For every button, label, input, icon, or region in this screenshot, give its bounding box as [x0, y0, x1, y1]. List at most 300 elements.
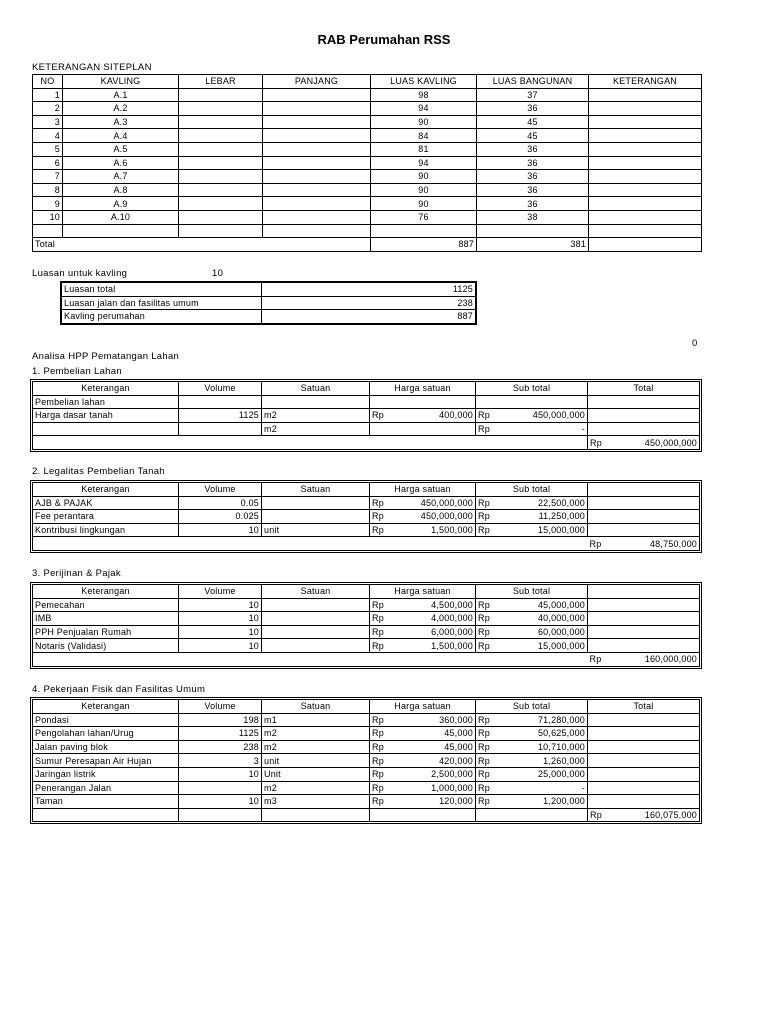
sub-total-value: 10,710,000 — [537, 742, 585, 753]
section1-header-row — [33, 382, 700, 396]
currency: Rp — [372, 755, 384, 766]
table-cell — [179, 88, 263, 102]
col-header: Total — [588, 382, 700, 396]
col-header: PANJANG — [263, 75, 371, 89]
volume-cell — [179, 395, 262, 409]
volume-cell: 3 — [179, 754, 262, 768]
harga-satuan-cell — [370, 510, 476, 524]
table-cell: 90 — [371, 197, 477, 211]
total-cell — [588, 523, 700, 537]
satuan-cell: m2 — [262, 422, 370, 436]
sub-total-cell — [476, 422, 588, 436]
satuan-cell: m2 — [262, 781, 370, 795]
volume-cell: 1125 — [179, 409, 262, 423]
sub-total-value: 1,260,000 — [543, 755, 585, 766]
currency: Rp — [372, 497, 384, 508]
section1-table — [32, 381, 700, 450]
col-header: Volume — [179, 382, 262, 396]
col-header — [588, 483, 700, 497]
sub-total-cell — [476, 409, 588, 423]
harga-satuan-cell — [370, 713, 476, 727]
table-cell: 36 — [477, 183, 589, 197]
table-cell — [589, 88, 702, 102]
harga-satuan-cell — [370, 639, 476, 653]
harga-value: 1,000,000 — [431, 782, 473, 793]
table-cell — [263, 115, 371, 129]
table-row — [33, 210, 702, 224]
harga-value: 1,500,000 — [431, 640, 473, 651]
sub-total-value: - — [581, 424, 585, 435]
table-row — [33, 409, 700, 423]
sub-total-cell — [476, 767, 588, 781]
total-cell — [588, 727, 700, 741]
table-cell: A.4 — [63, 129, 179, 143]
keterangan-cell: Jaringan listrik — [33, 767, 179, 781]
keterangan-cell: AJB & PAJAK — [33, 496, 179, 510]
volume-cell: 10 — [179, 625, 262, 639]
total-luas-bangunan: 381 — [477, 238, 589, 252]
sub-total-cell — [476, 713, 588, 727]
table-cell — [589, 210, 702, 224]
currency: Rp — [478, 511, 490, 522]
luasan-table — [60, 281, 477, 325]
keterangan-cell: Fee perantara — [33, 510, 179, 524]
sub-total-cell — [476, 496, 588, 510]
table-cell: A.6 — [63, 156, 179, 170]
section4-total-row — [33, 808, 700, 822]
harga-satuan-cell — [370, 422, 476, 436]
table-cell — [263, 170, 371, 184]
luasan-label-cell: Luasan jalan dan fasilitas umum — [61, 296, 261, 310]
col-header: Keterangan — [33, 700, 179, 714]
table-cell: 90 — [371, 183, 477, 197]
table-cell: A.1 — [63, 88, 179, 102]
volume-cell: 0.05 — [179, 496, 262, 510]
section3-table — [32, 584, 700, 667]
table-row — [33, 598, 700, 612]
table-cell: 8 — [33, 183, 63, 197]
currency: Rp — [372, 627, 384, 638]
total-cell — [588, 795, 700, 809]
table-cell: 4 — [33, 129, 63, 143]
currency: Rp — [478, 497, 490, 508]
table-row — [33, 754, 700, 768]
volume-cell: 10 — [179, 795, 262, 809]
table-row — [33, 422, 700, 436]
table-cell — [263, 156, 371, 170]
volume-cell: 238 — [179, 740, 262, 754]
table-cell: 3 — [33, 115, 63, 129]
sub-total-value: 60,000,000 — [537, 627, 585, 638]
sub-total-cell — [476, 727, 588, 741]
luasan-label-cell: Luasan total — [61, 282, 261, 296]
harga-value: 450,000,000 — [420, 497, 473, 508]
col-header: Harga satuan — [370, 483, 476, 497]
section1-total: 450,000,000 — [644, 437, 697, 448]
table-row — [33, 639, 700, 653]
section4-table — [32, 699, 700, 822]
table-row — [33, 523, 700, 537]
keterangan-cell: Pembelian lahan — [33, 395, 179, 409]
table-cell — [263, 183, 371, 197]
luasan-value-cell: 238 — [261, 296, 476, 310]
luasan-value-cell: 1125 — [261, 282, 476, 296]
harga-satuan-cell — [370, 754, 476, 768]
harga-value: 360,000 — [439, 714, 473, 725]
harga-value: 1,500,000 — [431, 525, 473, 536]
sub-total-cell — [476, 612, 588, 626]
table-cell — [589, 197, 702, 211]
harga-satuan-cell — [370, 612, 476, 626]
luasan-label-cell: Kavling perumahan — [61, 310, 261, 324]
table-row — [33, 713, 700, 727]
sub-total-cell — [476, 740, 588, 754]
table-row — [33, 88, 702, 102]
currency: Rp — [478, 613, 490, 624]
satuan-cell: unit — [262, 754, 370, 768]
total-cell — [588, 740, 700, 754]
table-cell: 6 — [33, 156, 63, 170]
table-row — [33, 115, 702, 129]
total-cell — [588, 598, 700, 612]
currency: Rp — [478, 796, 490, 807]
siteplan-total-row — [33, 238, 702, 252]
currency: Rp — [372, 796, 384, 807]
section2-total-row — [33, 537, 700, 551]
currency: Rp — [478, 640, 490, 651]
total-cell — [588, 612, 700, 626]
table-row — [33, 142, 702, 156]
table-cell: 76 — [371, 210, 477, 224]
harga-satuan-cell — [370, 767, 476, 781]
volume-cell — [179, 781, 262, 795]
currency: Rp — [478, 769, 490, 780]
volume-cell: 1125 — [179, 727, 262, 741]
satuan-cell: m2 — [262, 727, 370, 741]
harga-satuan-cell — [370, 625, 476, 639]
table-cell — [263, 129, 371, 143]
col-header: Volume — [179, 700, 262, 714]
keterangan-cell: Kontribusi lingkungan — [33, 523, 179, 537]
table-cell: 36 — [477, 170, 589, 184]
table-row — [33, 795, 700, 809]
volume-cell: 198 — [179, 713, 262, 727]
table-cell: 94 — [371, 156, 477, 170]
sub-total-value: 11,250,000 — [538, 511, 585, 522]
currency: Rp — [478, 714, 490, 725]
table-cell — [179, 183, 263, 197]
currency: Rp — [372, 599, 384, 610]
sub-total-cell — [476, 395, 588, 409]
keterangan-cell: Pengolahan lahan/Urug — [33, 727, 179, 741]
col-header: Total — [588, 700, 700, 714]
sub-total-value: 45,000,000 — [537, 599, 585, 610]
currency: Rp — [372, 613, 384, 624]
harga-satuan-cell — [370, 598, 476, 612]
sub-total-value: 71,280,000 — [537, 714, 585, 725]
volume-cell: 10 — [179, 612, 262, 626]
keterangan-cell: Harga dasar tanah — [33, 409, 179, 423]
table-cell: A.10 — [63, 210, 179, 224]
table-row — [33, 395, 700, 409]
satuan-cell — [262, 395, 370, 409]
sub-total-cell — [476, 625, 588, 639]
col-header: Sub total — [476, 585, 588, 599]
col-header: Sub total — [476, 382, 588, 396]
table-cell: 10 — [33, 210, 63, 224]
currency: Rp — [590, 810, 602, 821]
sub-total-cell — [476, 781, 588, 795]
table-cell: 36 — [477, 142, 589, 156]
table-row — [33, 170, 702, 184]
table-cell — [179, 115, 263, 129]
table-row — [33, 183, 702, 197]
currency: Rp — [372, 410, 384, 421]
total-cell — [588, 422, 700, 436]
table-cell: 36 — [477, 156, 589, 170]
col-header: Keterangan — [33, 585, 179, 599]
harga-satuan-cell — [370, 496, 476, 510]
total-cell — [588, 510, 700, 524]
section3-total: 160,000,000 — [644, 654, 697, 665]
analisa-heading: Analisa HPP Pematangan Lahan — [32, 351, 180, 362]
table-cell: 36 — [477, 197, 589, 211]
harga-value: 400,000 — [439, 410, 473, 421]
total-cell — [588, 781, 700, 795]
currency: Rp — [478, 424, 490, 435]
table-row — [33, 612, 700, 626]
satuan-cell: m3 — [262, 795, 370, 809]
col-header: Satuan — [262, 585, 370, 599]
total-cell — [588, 767, 700, 781]
page-title: RAB Perumahan RSS — [317, 32, 451, 47]
currency: Rp — [478, 599, 490, 610]
total-cell — [588, 713, 700, 727]
table-cell: 37 — [477, 88, 589, 102]
satuan-cell: Unit — [262, 767, 370, 781]
table-cell: 5 — [33, 142, 63, 156]
currency: Rp — [372, 742, 384, 753]
table-cell — [179, 170, 263, 184]
satuan-cell — [262, 496, 370, 510]
col-header: Harga satuan — [370, 382, 476, 396]
satuan-cell: m1 — [262, 713, 370, 727]
currency: Rp — [590, 437, 602, 448]
table-cell: 9 — [33, 197, 63, 211]
satuan-cell: unit — [262, 523, 370, 537]
currency: Rp — [372, 511, 384, 522]
sub-total-value: 1,200,000 — [543, 796, 585, 807]
harga-value: 45,000 — [444, 728, 473, 739]
sub-total-value: 450,000,000 — [532, 410, 585, 421]
table-cell: 90 — [371, 115, 477, 129]
table-cell — [179, 210, 263, 224]
zero-value: 0 — [692, 338, 698, 349]
keterangan-cell: Sumur Peresapan Air Hujan — [33, 754, 179, 768]
currency: Rp — [478, 755, 490, 766]
col-header: LEBAR — [179, 75, 263, 89]
table-cell — [263, 142, 371, 156]
table-row — [33, 625, 700, 639]
section3-heading: 3. Perijinan & Pajak — [32, 568, 121, 579]
col-header: Satuan — [262, 700, 370, 714]
table-cell: A.9 — [63, 197, 179, 211]
col-header: Harga satuan — [370, 700, 476, 714]
total-cell — [588, 754, 700, 768]
table-row — [33, 727, 700, 741]
siteplan-header-row — [33, 75, 702, 89]
table-cell — [179, 102, 263, 116]
table-cell: 84 — [371, 129, 477, 143]
volume-cell: 10 — [179, 523, 262, 537]
harga-value: 420,000 — [439, 755, 473, 766]
harga-value: 45,000 — [444, 742, 473, 753]
harga-value: 4,000,000 — [431, 613, 473, 624]
table-cell — [589, 183, 702, 197]
sub-total-cell — [476, 795, 588, 809]
table-cell — [179, 142, 263, 156]
volume-cell: 0.025 — [179, 510, 262, 524]
col-header: LUAS BANGUNAN — [477, 75, 589, 89]
col-header: NO — [33, 75, 63, 89]
section2-header-row — [33, 483, 700, 497]
currency: Rp — [372, 640, 384, 651]
table-cell — [589, 102, 702, 116]
table-row — [33, 197, 702, 211]
sub-total-cell — [476, 510, 588, 524]
currency: Rp — [372, 525, 384, 536]
section2-table — [32, 482, 700, 551]
harga-satuan-cell — [370, 523, 476, 537]
table-cell — [589, 142, 702, 156]
volume-cell: 10 — [179, 598, 262, 612]
section3-header-row — [33, 585, 700, 599]
total-cell — [588, 639, 700, 653]
section2-total: 48,750,000 — [649, 538, 697, 549]
col-header — [588, 585, 700, 599]
siteplan-heading: KETERANGAN SITEPLAN — [32, 62, 152, 73]
table-row — [33, 767, 700, 781]
table-cell: A.7 — [63, 170, 179, 184]
col-header: Satuan — [262, 382, 370, 396]
table-cell — [589, 156, 702, 170]
luasan-row — [61, 296, 476, 310]
satuan-cell: m2 — [262, 740, 370, 754]
table-row — [33, 224, 702, 238]
sub-total-cell — [476, 639, 588, 653]
keterangan-cell: Taman — [33, 795, 179, 809]
harga-satuan-cell — [370, 781, 476, 795]
harga-satuan-cell — [370, 740, 476, 754]
table-cell: 45 — [477, 129, 589, 143]
col-header: Satuan — [262, 483, 370, 497]
table-cell — [263, 197, 371, 211]
harga-satuan-cell — [370, 795, 476, 809]
col-header: Keterangan — [33, 483, 179, 497]
col-header: LUAS KAVLING — [371, 75, 477, 89]
currency: Rp — [478, 525, 490, 536]
harga-satuan-cell — [370, 395, 476, 409]
harga-value: 450,000,000 — [420, 511, 473, 522]
satuan-cell — [262, 612, 370, 626]
keterangan-cell: Penerangan Jalan — [33, 781, 179, 795]
satuan-cell — [262, 598, 370, 612]
table-cell: 1 — [33, 88, 63, 102]
harga-value: 6,000,000 — [431, 627, 473, 638]
table-cell: 36 — [477, 102, 589, 116]
col-header: Volume — [179, 483, 262, 497]
sub-total-value: 15,000,000 — [537, 640, 585, 651]
harga-value: 120,000 — [439, 796, 473, 807]
sub-total-value: 25,000,000 — [537, 769, 585, 780]
table-cell — [179, 156, 263, 170]
section3-total-row — [33, 652, 700, 666]
satuan-cell: m2 — [262, 409, 370, 423]
table-row — [33, 129, 702, 143]
currency: Rp — [478, 742, 490, 753]
table-cell — [263, 210, 371, 224]
col-header: Volume — [179, 585, 262, 599]
table-row — [33, 496, 700, 510]
currency: Rp — [372, 782, 384, 793]
table-cell — [589, 170, 702, 184]
table-row — [33, 102, 702, 116]
total-cell — [588, 409, 700, 423]
table-cell — [589, 115, 702, 129]
total-luas-kavling: 887 — [371, 238, 477, 252]
section1-total-row — [33, 436, 700, 450]
table-cell: 2 — [33, 102, 63, 116]
table-cell — [263, 102, 371, 116]
sub-total-value: 40,000,000 — [537, 613, 585, 624]
luasan-row — [61, 282, 476, 296]
sub-total-value: 22,500,000 — [537, 497, 585, 508]
sub-total-value: - — [581, 782, 585, 793]
table-cell: 98 — [371, 88, 477, 102]
col-header: Sub total — [476, 700, 588, 714]
keterangan-cell — [33, 422, 179, 436]
table-cell: A.3 — [63, 115, 179, 129]
table-cell — [179, 197, 263, 211]
keterangan-cell: IMB — [33, 612, 179, 626]
sub-total-cell — [476, 598, 588, 612]
keterangan-cell: PPH Penjualan Rumah — [33, 625, 179, 639]
luasan-count: 10 — [212, 268, 224, 279]
table-cell — [263, 88, 371, 102]
keterangan-cell: Pondasi — [33, 713, 179, 727]
siteplan-table — [32, 74, 702, 252]
col-header: Keterangan — [33, 382, 179, 396]
sub-total-value: 15,000,000 — [537, 525, 585, 536]
currency: Rp — [372, 728, 384, 739]
volume-cell — [179, 422, 262, 436]
currency: Rp — [478, 410, 490, 421]
table-cell: 38 — [477, 210, 589, 224]
section4-header-row — [33, 700, 700, 714]
table-row — [33, 781, 700, 795]
table-row — [33, 156, 702, 170]
luasan-label: Luasan untuk kavling — [32, 268, 128, 279]
currency: Rp — [589, 538, 602, 549]
currency: Rp — [478, 782, 490, 793]
luasan-value-cell: 887 — [261, 310, 476, 324]
total-cell — [588, 496, 700, 510]
keterangan-cell: Pemecahan — [33, 598, 179, 612]
table-cell: 81 — [371, 142, 477, 156]
table-cell: 94 — [371, 102, 477, 116]
table-cell: A.2 — [63, 102, 179, 116]
currency: Rp — [478, 627, 490, 638]
